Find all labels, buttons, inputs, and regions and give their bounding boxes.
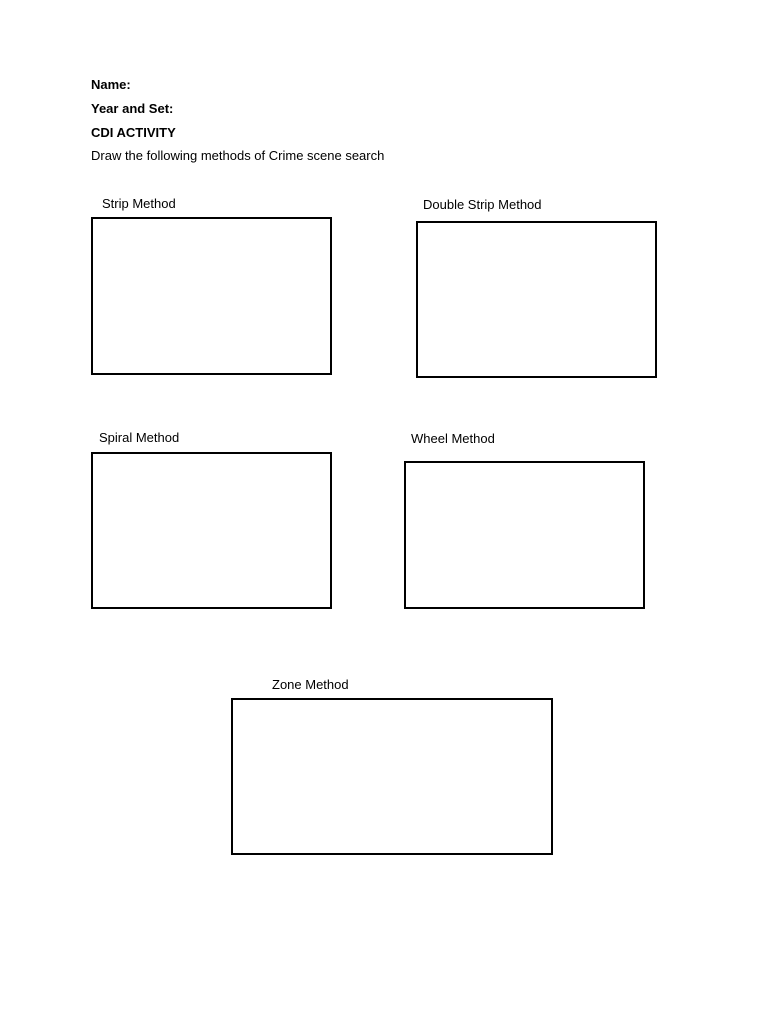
- strip-method-label: Strip Method: [102, 196, 176, 211]
- double-strip-method-drawing-box[interactable]: [416, 221, 657, 378]
- wheel-method-label: Wheel Method: [411, 431, 495, 446]
- name-label: Name:: [91, 77, 131, 92]
- strip-method-drawing-box[interactable]: [91, 217, 332, 375]
- year-set-label: Year and Set:: [91, 101, 174, 116]
- instructions-text: Draw the following methods of Crime scene search: [91, 148, 385, 163]
- activity-title: CDI ACTIVITY: [91, 125, 176, 140]
- spiral-method-label: Spiral Method: [99, 430, 180, 445]
- double-strip-method-label: Double Strip Method: [423, 197, 542, 212]
- spiral-method-drawing-box[interactable]: [91, 452, 332, 609]
- zone-method-drawing-box[interactable]: [231, 698, 553, 855]
- wheel-method-drawing-box[interactable]: [404, 461, 645, 609]
- zone-method-label: Zone Method: [272, 677, 349, 692]
